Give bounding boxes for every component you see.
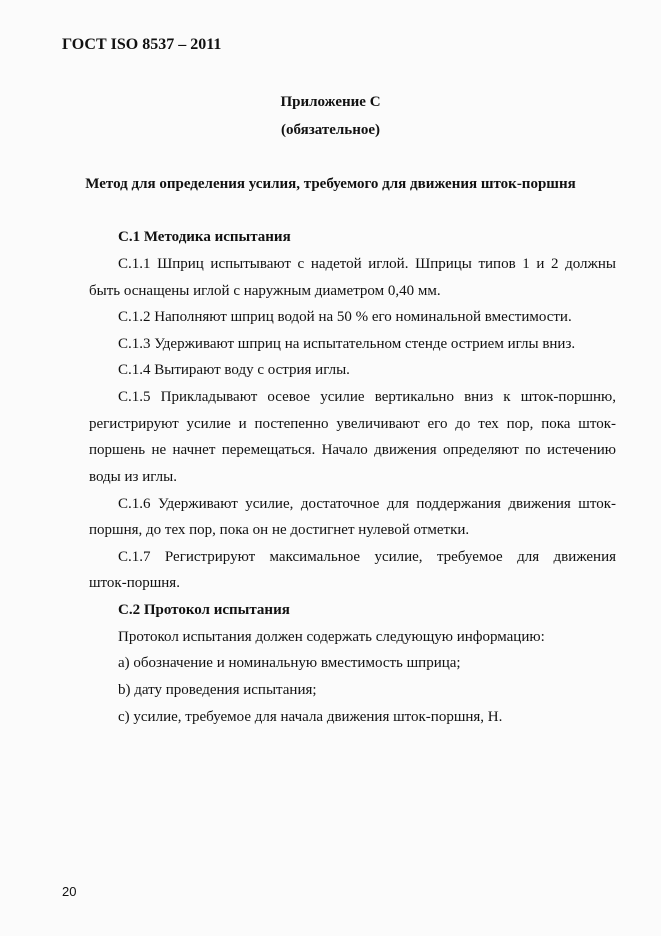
paragraph-c1-5-line2: регистрируют усилие и постепенно увеличивают его до тех пор, пока шток- <box>89 416 616 432</box>
section-c2-intro: Протокол испытания должен содержать следующую информацию: <box>118 629 545 645</box>
paragraph-c1-1-line1: С.1.1 Шприц испытывают с надетой иглой. Шприцы типов 1 и 2 должны <box>118 256 616 272</box>
paragraph-c1-5-line3: поршень не начнет перемещаться. Начало движения определяют по истечению <box>89 442 616 458</box>
paragraph-c1-5-line1: С.1.5 Прикладывают осевое усилие вертикально вниз к шток-поршню, <box>118 389 616 405</box>
method-title: Метод для определения усилия, требуемого для движения шток-поршня <box>85 176 576 192</box>
paragraph-c1-7-line1: С.1.7 Регистрируют максимальное усилие, требуемое для движения <box>118 549 616 565</box>
paragraph-c1-5-line4: воды из иглы. <box>89 469 177 485</box>
paragraph-c1-7-line2: шток-поршня. <box>89 575 180 591</box>
paragraph-c1-6-line1: С.1.6 Удерживают усилие, достаточное для поддержания движения шток- <box>118 496 616 512</box>
paragraph-c1-6-line2: поршня, до тех пор, пока он не достигнет нулевой отметки. <box>89 522 470 538</box>
list-item-b: b) дату проведения испытания; <box>118 682 317 698</box>
paragraph-c1-1-line2: быть оснащены иглой с наружным диаметром 0,40 мм. <box>89 283 441 299</box>
section-c1-heading: С.1 Методика испытания <box>118 229 291 245</box>
appendix-status: (обязательное) <box>280 122 381 138</box>
paragraph-c1-2: С.1.2 Наполняют шприц водой на 50 % его номинальной вместимости. <box>118 309 572 325</box>
standard-header: ГОСТ ISO 8537 – 2011 <box>62 36 222 53</box>
section-c2-heading: С.2 Протокол испытания <box>118 602 290 618</box>
appendix-title: Приложение С <box>280 94 381 110</box>
list-item-a: а) обозначение и номинальную вместимость шприца; <box>118 655 461 671</box>
list-item-c: с) усилие, требуемое для начала движения шток-поршня, Н. <box>118 709 503 725</box>
page-number: 20 <box>62 884 77 899</box>
paragraph-c1-3: С.1.3 Удерживают шприц на испытательном стенде острием иглы вниз. <box>118 336 576 352</box>
paragraph-c1-4: С.1.4 Вытирают воду с острия иглы. <box>118 362 350 378</box>
